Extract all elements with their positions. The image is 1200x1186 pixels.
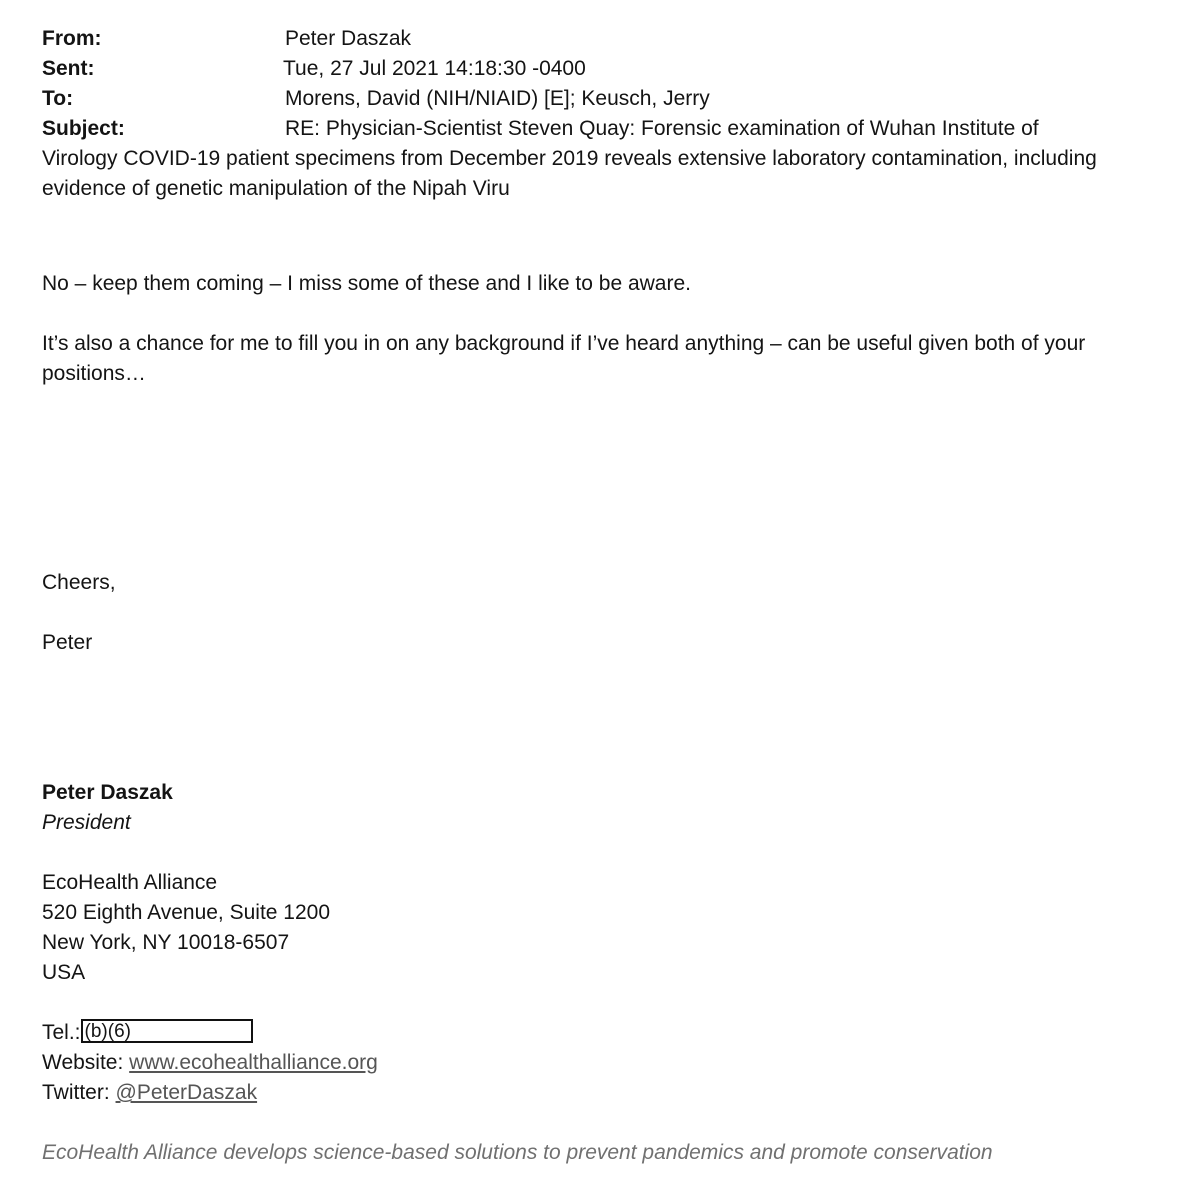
body-paragraph-1: No – keep them coming – I miss some of these and I like to be aware.: [42, 272, 691, 295]
sent-value: Tue, 27 Jul 2021 14:18:30 -0400: [283, 57, 586, 80]
website-label: Website:: [42, 1051, 124, 1074]
from-label: From:: [42, 27, 102, 50]
to-value: Morens, David (NIH/NIAID) [E]; Keusch, Jerry: [285, 87, 710, 110]
sent-row: [42, 54, 1162, 84]
to-label: To:: [42, 87, 74, 110]
body-paragraph-2: It’s also a chance for me to fill you in on any background if I’ve heard anything – can be useful given both of your positions…: [42, 332, 1086, 385]
signoff: Peter: [42, 631, 93, 654]
subject-row: [42, 114, 1102, 204]
twitter-link[interactable]: @PeterDaszak: [115, 1081, 258, 1104]
signature-name: Peter Daszak: [42, 781, 173, 804]
subject-label: Subject:: [42, 117, 125, 140]
redaction-box: (b)(6): [81, 1019, 253, 1043]
signature-country: USA: [42, 961, 86, 984]
website-link[interactable]: www.ecohealthalliance.org: [129, 1051, 378, 1074]
signature-address-2: New York, NY 10018-6507: [42, 931, 290, 954]
closing: Cheers,: [42, 571, 116, 594]
tel-row: [42, 1018, 1162, 1048]
website-row: [42, 1048, 1162, 1078]
subject-value: RE: Physician-Scientist Steven Quay: Forensic examination of Wuhan Institute of Virology COVID-19 patient specimens from December 2019 reveals extensive laboratory contamination, including evidence of genetic manipulation of the Nipah Viru: [42, 117, 1097, 200]
sent-label: Sent:: [42, 57, 95, 80]
signature-address-1: 520 Eighth Avenue, Suite 1200: [42, 901, 331, 924]
from-row: [42, 24, 1162, 54]
email-document: [42, 24, 1162, 1168]
from-value: Peter Daszak: [285, 27, 412, 50]
twitter-row: [42, 1078, 1162, 1108]
tel-label: Tel.:: [42, 1021, 81, 1044]
to-row: [42, 84, 1162, 114]
signature-org: EcoHealth Alliance: [42, 871, 218, 894]
signature-title: President: [42, 811, 131, 834]
twitter-label: Twitter:: [42, 1081, 110, 1104]
signature-tagline: EcoHealth Alliance develops science-based solutions to prevent pandemics and promote conservation: [42, 1141, 993, 1164]
